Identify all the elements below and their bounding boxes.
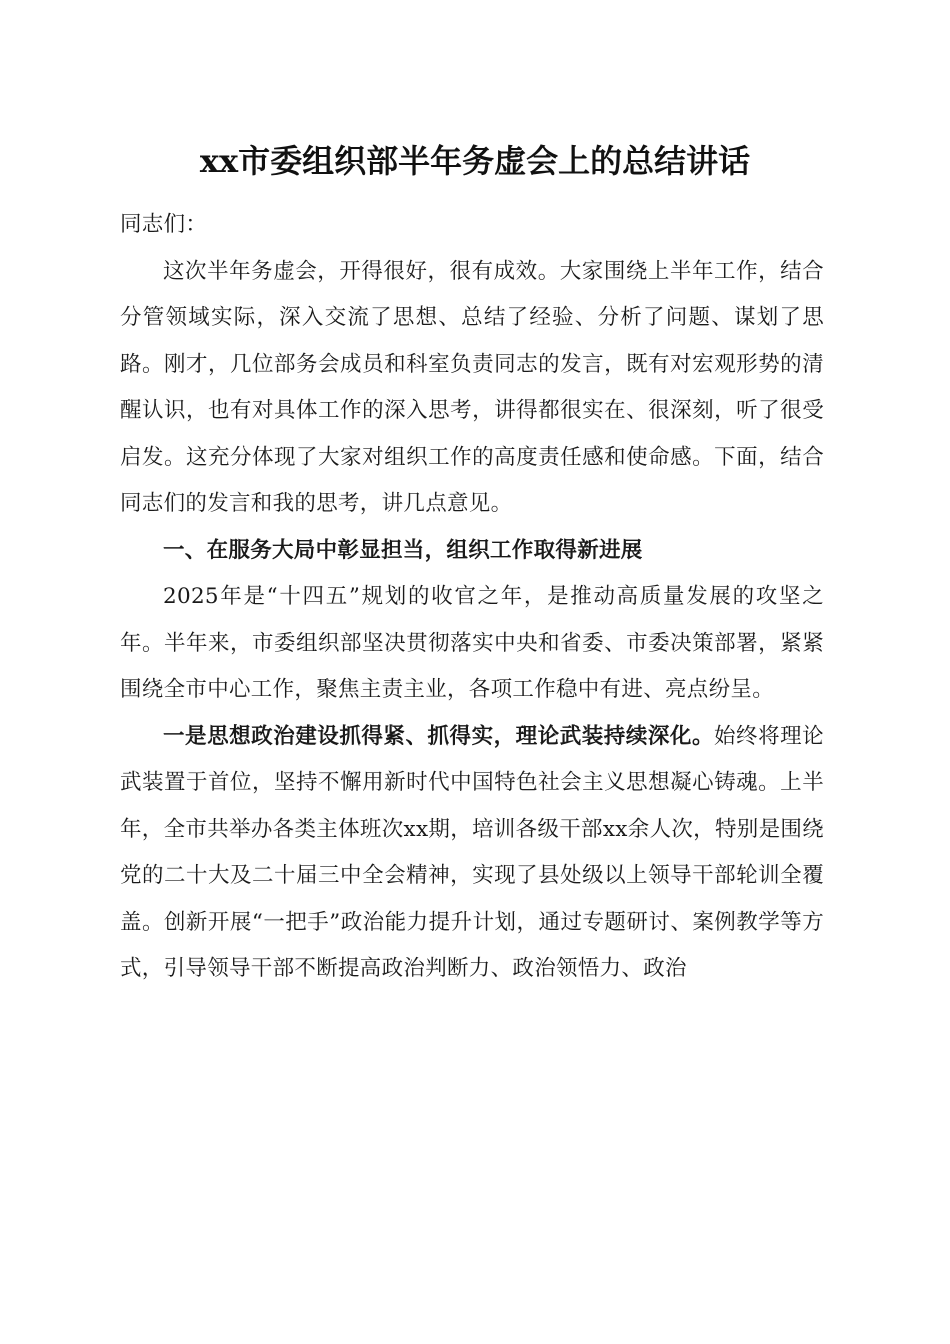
section-heading: 一、在服务大局中彰显担当，组织工作取得新进展: [163, 537, 643, 563]
intro-paragraph: 这次半年务虚会，开得很好，很有成效。大家围绕上半年工作，结合分管领域实际，深入交流了思想、总结了经验、分析了问题、谋划了思路。刚才，几位部务会成员和科室负责同志的发言，既有对宏观形势的清醒认识，也有对具体工作的深入思考，讲得都很实在、很深刻，听了很受启发。这充分体现了大家对组织工作的高度责任感和使命感。下面，结合同志们的发言和我的思考，讲几点意见。: [120, 258, 824, 516]
salutation: 同志们：: [120, 212, 208, 237]
document-title: xx市委组织部半年务虚会上的总结讲话: [199, 142, 751, 180]
section-paragraph: 2025年是“十四五”规划的收官之年，是推动高质量发展的攻坚之年。半年来，市委组织部坚决贯彻落实中央和省委、市委决策部署，紧紧围绕全市中心工作，聚焦主责主业，各项工作稳中有进、亮点纷呈。: [120, 584, 824, 702]
point-lead-sentence: 一是思想政治建设抓得紧、抓得实，理论武装持续深化。: [163, 723, 715, 749]
document-body: [120, 202, 824, 993]
point-body-text: 始终将理论武装置于首位，坚持不懈用新时代中国特色社会主义思想凝心铸魂。上半年，全市共举办各类主体班次xx期，培训各级干部xx余人次，特别是围绕党的二十大及二十届三中全会精神，实现了县处级以上领导干部轮训全覆盖。创新开展“一把手”政治能力提升计划，通过专题研讨、案例教学等方式，引导领导干部不断提高政治判断力、政治领悟力、政治: [120, 723, 824, 981]
point-paragraph: [120, 714, 824, 993]
